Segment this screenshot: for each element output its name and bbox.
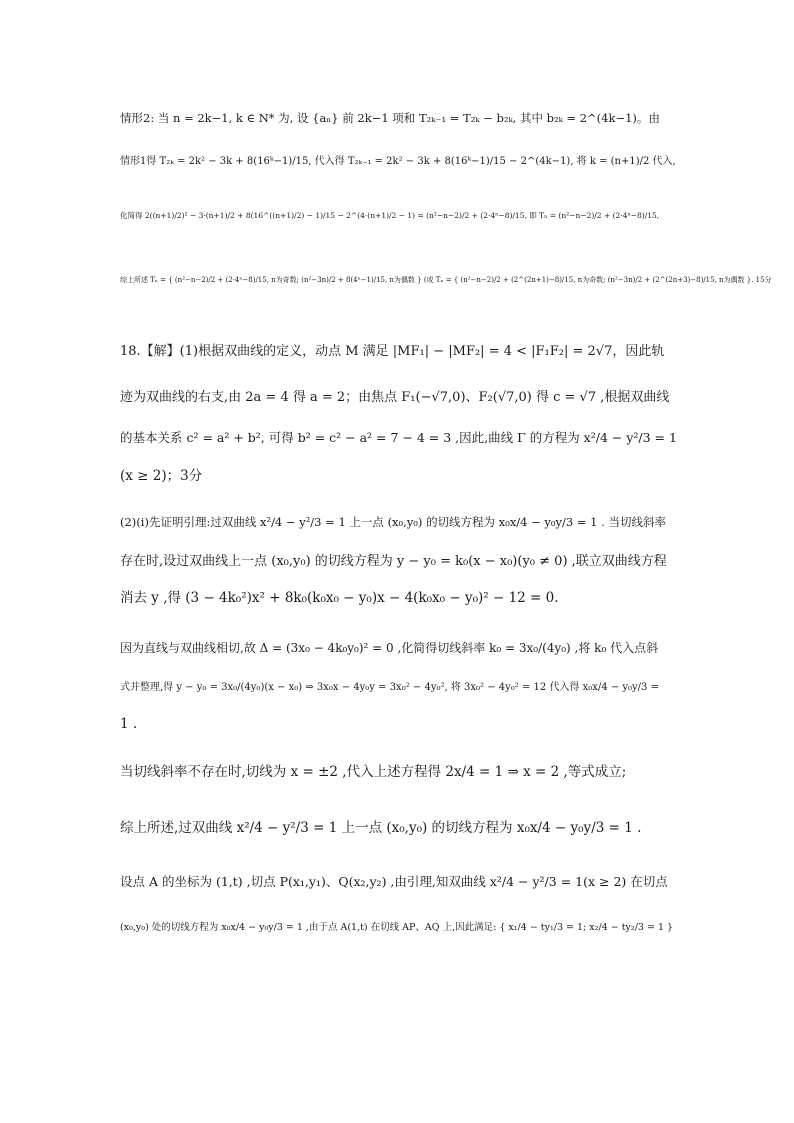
text-line-3: 化简得 2((n+1)/2)² − 3·(n+1)/2 + 8(16^((n+1)/2) − 1)/15 − 2^(4·(n+1)/2 − 1) = (n²−n−2)/2 + (2·4ⁿ−8)/15, 即 Tₙ = (n²−n−2)/2 + (2·4ⁿ−8)/15, [120,211,660,220]
text-line-17: 设点 A 的坐标为 (1,t) ,切点 P(x₁,y₁)、Q(x₂,y₂) ,由引理,知双曲线 x²/4 − y²/3 = 1(x ≥ 2) 在切点 [120,874,668,889]
text-line-12: 因为直线与双曲线相切,故 Δ = (3x₀ − 4k₀y₀)² = 0 ,化简得切线斜率 k₀ = 3x₀/(4y₀) ,将 k₀ 代入点斜 [120,641,659,655]
text-line-15: 当切线斜率不存在时,切线为 x = ±2 ,代入上述方程得 2x/4 = 1 ⇒ x = 2 ,等式成立; [120,764,627,780]
text-line-8: (x ≥ 2)；3分 [120,468,203,484]
text-line-2: 情形1得 T₂ₖ = 2k² − 3k + 8(16ᵏ−1)/15, 代入得 T₂ₖ₋₁ = 2k² − 3k + 8(16ᵏ−1)/15 − 2^(4k−1), 将 k = (n+1)/2 代入, [120,156,676,167]
text-line-6: 迹为双曲线的右支,由 2a = 4 得 a = 2；由焦点 F₁(−√7,0)、F₂(√7,0) 得 c = √7 ,根据双曲线 [120,390,670,405]
text-line-7: 的基本关系 c² = a² + b², 可得 b² = c² − a² = 7 − 4 = 3 ,因此,曲线 Γ 的方程为 x²/4 − y²/3 = 1 [120,430,677,445]
text-line-11: 消去 y ,得 (3 − 4k₀²)x² + 8k₀(k₀x₀ − y₀)x − 4(k₀x₀ − y₀)² − 12 = 0. [120,590,559,606]
text-line-14: 1 . [120,716,138,732]
text-line-13: 式并整理,得 y − y₀ = 3x₀/(4y₀)(x − x₀) ⇒ 3x₀x − 4y₀y = 3x₀² − 4y₀², 将 3x₀² − 4y₀² = 12 代入得 x₀x/4 − y₀y/3 = [120,682,659,693]
text-line-18: (x₀,y₀) 处的切线方程为 x₀x/4 − y₀y/3 = 1 ,由于点 A(1,t) 在切线 AP、AQ 上,因此满足: { x₁/4 − ty₁/3 = 1; x₂/4 − ty₂/3 = 1 } [120,922,674,933]
text-line-16: 综上所述,过双曲线 x²/4 − y²/3 = 1 上一点 (x₀,y₀) 的切线方程为 x₀x/4 − y₀y/3 = 1 . [120,820,642,836]
text-line-4: 综上所述 Tₙ = { (n²−n−2)/2 + (2·4ⁿ−8)/15, n为奇数; (n²−3n)/2 + 8(4ⁿ−1)/15, n为偶数 } (或 Tₙ = { (n²−n−2)/2 + (2^(2n+1)−8)/15, n为奇数; (n²−3n)/2 + (2^(2n+3)−8)/15, n为偶数 }. 15分 [120,276,772,284]
text-line-10: 存在时,设过双曲线上一点 (x₀,y₀) 的切线方程为 y − y₀ = k₀(x − x₀)(y₀ ≠ 0) ,联立双曲线方程 [120,554,667,569]
text-line-5: 18.【解】(1)根据双曲线的定义，动点 M 满足 |MF₁| − |MF₂| = 4 < |F₁F₂| = 2√7，因此轨 [120,344,665,359]
text-line-1: 情形2: 当 n = 2k−1, k ∈ N* 为, 设 {aₙ} 前 2k−1 项和 T₂ₖ₋₁ = T₂ₖ − b₂ₖ, 其中 b₂ₖ = 2^(4k−1)。由 [120,111,660,125]
text-line-9: (2)(i)先证明引理:过双曲线 x²/4 − y²/3 = 1 上一点 (x₀,y₀) 的切线方程为 x₀x/4 − y₀y/3 = 1 . 当切线斜率 [120,515,666,529]
